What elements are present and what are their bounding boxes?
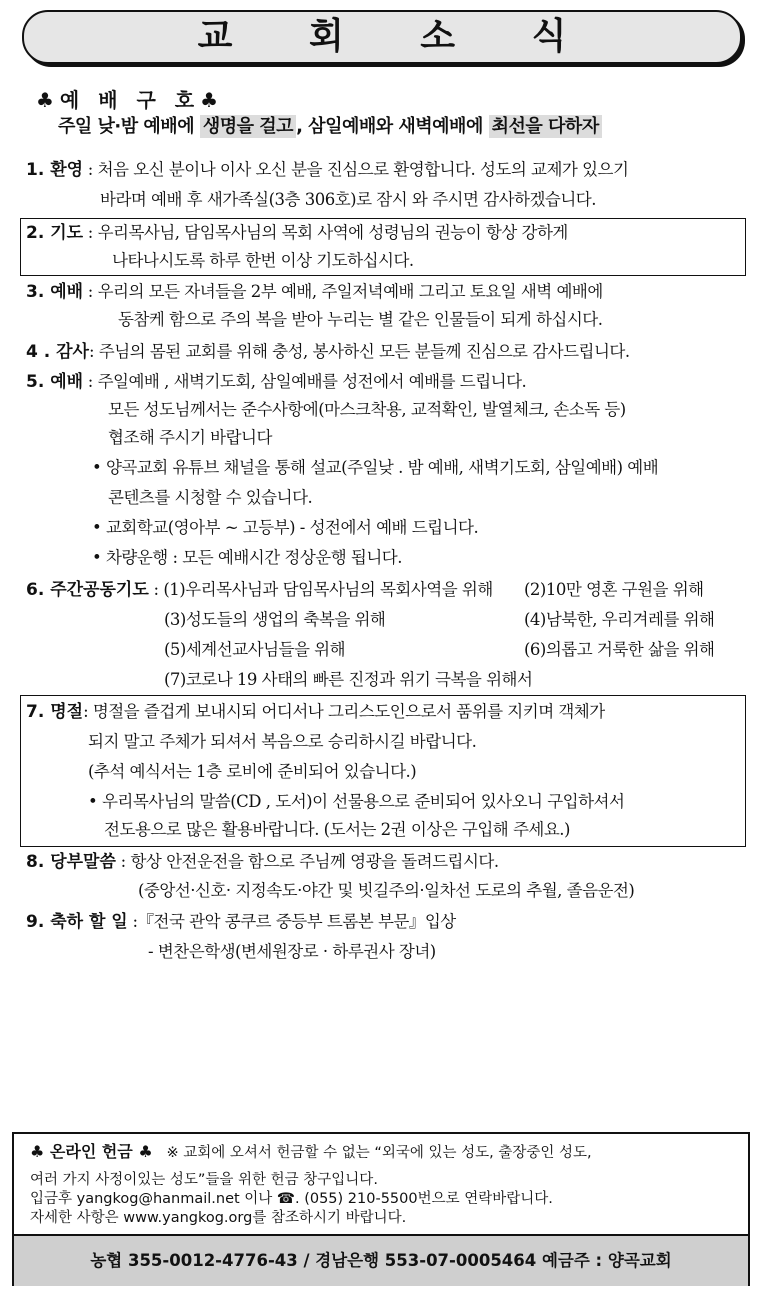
- online-line3: 입금후 yangkog@hanmail.net 이나 ☎. (055) 210-5500번으로 연락바랍니다.: [30, 1191, 553, 1207]
- congrats-text1: :『전국 관악 콩쿠르 중등부 트롬본 부문』입상: [127, 912, 456, 931]
- weekly-p1: (1)우리목사님과 담임목사님의 목회사역을 위해: [163, 580, 493, 599]
- service-bullet3: • 차량운행 : 모든 예배시간 정상운행 됩니다.: [92, 548, 402, 567]
- weekly-sep: :: [148, 580, 164, 599]
- service-bullet1a: • 양곡교회 유튜브 채널을 통해 설교(주일낮 . 밤 예배, 새벽기도회, 삼일예배) 예배: [92, 458, 659, 477]
- online-line2: 여러 가지 사정이있는 성도”들을 위한 헌금 창구입니다.: [30, 1172, 378, 1188]
- motto-line: [58, 112, 602, 138]
- worship-line1: [26, 280, 603, 304]
- holiday-text5: 전도용으로 많은 활용바랍니다. (도서는 2권 이상은 구입해 주세요.): [104, 820, 570, 839]
- service-bullet1b: 콘텐츠를 시청할 수 있습니다.: [108, 488, 313, 507]
- service-text1: : 주일예배 , 새벽기도회, 삼일예배를 성전에서 예배를 드립니다.: [83, 372, 527, 391]
- holiday-text4: • 우리목사님의 말씀(CD , 도서)이 선물용으로 준비되어 있사오니 구입하셔서: [88, 792, 625, 811]
- motto-heading: ♣예 배 구 호♣: [36, 88, 225, 112]
- weekly-label: 6. 주간공동기도: [26, 580, 149, 600]
- holiday-text2: 되지 말고 주체가 되셔서 복음으로 승리하시길 바랍니다.: [88, 732, 477, 751]
- welcome-text2: 바라며 예배 후 새가족실(3층 306호)로 잠시 와 주시면 감사하겠습니다.: [100, 190, 596, 209]
- weekly-p4: (4)남북한, 우리겨레를 위해: [524, 610, 715, 629]
- online-note: ※ 교회에 오셔서 헌금할 수 없는 “외국에 있는 성도, 출장중인 성도,: [166, 1145, 592, 1161]
- welcome-label: 1. 환영: [26, 160, 84, 180]
- prayer-line1: [26, 221, 568, 245]
- online-heading: ♣ 온라인 헌금 ♣: [30, 1142, 153, 1161]
- thanks-text: : 주님의 몸된 교회를 위해 충성, 봉사하신 모든 분들께 진심으로 감사드립니다.: [88, 342, 630, 361]
- service-text3: 협조해 주시기 바랍니다: [108, 428, 272, 447]
- thanks-label: 4 . 감사: [26, 342, 89, 362]
- welcome-text1: : 처음 오신 분이나 이사 오신 분을 진심으로 환영합니다. 성도의 교제가 있으기: [83, 160, 629, 179]
- request-text2: (중앙선·신호· 지정속도·야간 및 빗길주의·일차선 도로의 추월, 졸음운전): [138, 881, 635, 900]
- weekly-p3: (3)성도들의 생업의 축복을 위해: [164, 610, 386, 629]
- online-offering-body: [14, 1134, 748, 1232]
- weekly-line1: [26, 578, 493, 602]
- service-text2: 모든 성도님께서는 준수사항에(마스크착용, 교적확인, 발열체크, 손소독 등): [108, 400, 626, 419]
- welcome-line1: [26, 158, 628, 182]
- congrats-line1: [26, 910, 456, 934]
- thanks-line: [26, 340, 630, 364]
- weekly-p7: (7)코로나 19 사태의 빠른 진정과 위기 극복을 위해서: [164, 670, 533, 689]
- service-line1: [26, 370, 526, 394]
- motto-part1: 주일 낮·밤 예배에: [58, 116, 200, 137]
- page-title: 교 회 소 식: [197, 16, 599, 57]
- worship-text2: 동참케 함으로 주의 복을 받아 누리는 별 같은 인물들이 되게 하십시다.: [118, 310, 603, 329]
- prayer-text1: : 우리목사님, 담임목사님의 목회 사역에 성령님의 권능이 항상 강하게: [83, 223, 568, 242]
- online-line4: 자세한 사항은 www.yangkog.org를 참조하시기 바랍니다.: [30, 1210, 407, 1226]
- prayer-text2: 나타나시도록 하루 한번 이상 기도하십시다.: [112, 251, 414, 270]
- weekly-p5: (5)세계선교사님들을 위해: [164, 640, 346, 659]
- service-bullet2: • 교회학교(영아부 ~ 고등부) - 성전에서 예배 드립니다.: [92, 518, 479, 537]
- congrats-label: 9. 축하 할 일: [26, 912, 128, 932]
- holiday-label: 7. 명절: [26, 702, 84, 722]
- motto-highlight2: 최선을 다하자: [489, 115, 602, 138]
- title-banner: [22, 10, 742, 64]
- weekly-p2: (2)10만 영혼 구원을 위해: [524, 580, 704, 599]
- worship-label: 3. 예배: [26, 282, 84, 302]
- weekly-p6: (6)의롭고 거룩한 삶을 위해: [524, 640, 715, 659]
- holiday-text1: : 명절을 즐겁게 보내시되 어디서나 그리스도인으로서 품위를 지키며 객체가: [83, 702, 605, 721]
- request-text1: : 항상 안전운전을 함으로 주님께 영광을 돌려드립시다.: [115, 852, 499, 871]
- online-line1: [30, 1142, 592, 1163]
- worship-text1: : 우리의 모든 자녀들을 2부 예배, 주일저녁예배 그리고 토요일 새벽 예배에: [83, 282, 603, 301]
- bank-accounts: 농협 355-0012-4776-43 / 경남은행 553-07-0005464 예금주 : 양곡교회: [14, 1234, 748, 1286]
- request-line1: [26, 850, 499, 874]
- motto-part2: , 삼일예배와 새벽예배에: [296, 116, 489, 137]
- congrats-text2: - 변찬은학생(변세원장로 · 하루권사 장녀): [148, 942, 436, 961]
- online-offering-box: [12, 1132, 750, 1286]
- motto-highlight1: 생명을 걸고: [200, 115, 296, 138]
- holiday-text3: (추석 예식서는 1층 로비에 준비되어 있습니다.): [88, 762, 417, 781]
- request-label: 8. 당부말씀: [26, 852, 116, 872]
- holiday-line1: [26, 700, 605, 724]
- prayer-label: 2. 기도: [26, 223, 84, 243]
- service-label: 5. 예배: [26, 372, 84, 392]
